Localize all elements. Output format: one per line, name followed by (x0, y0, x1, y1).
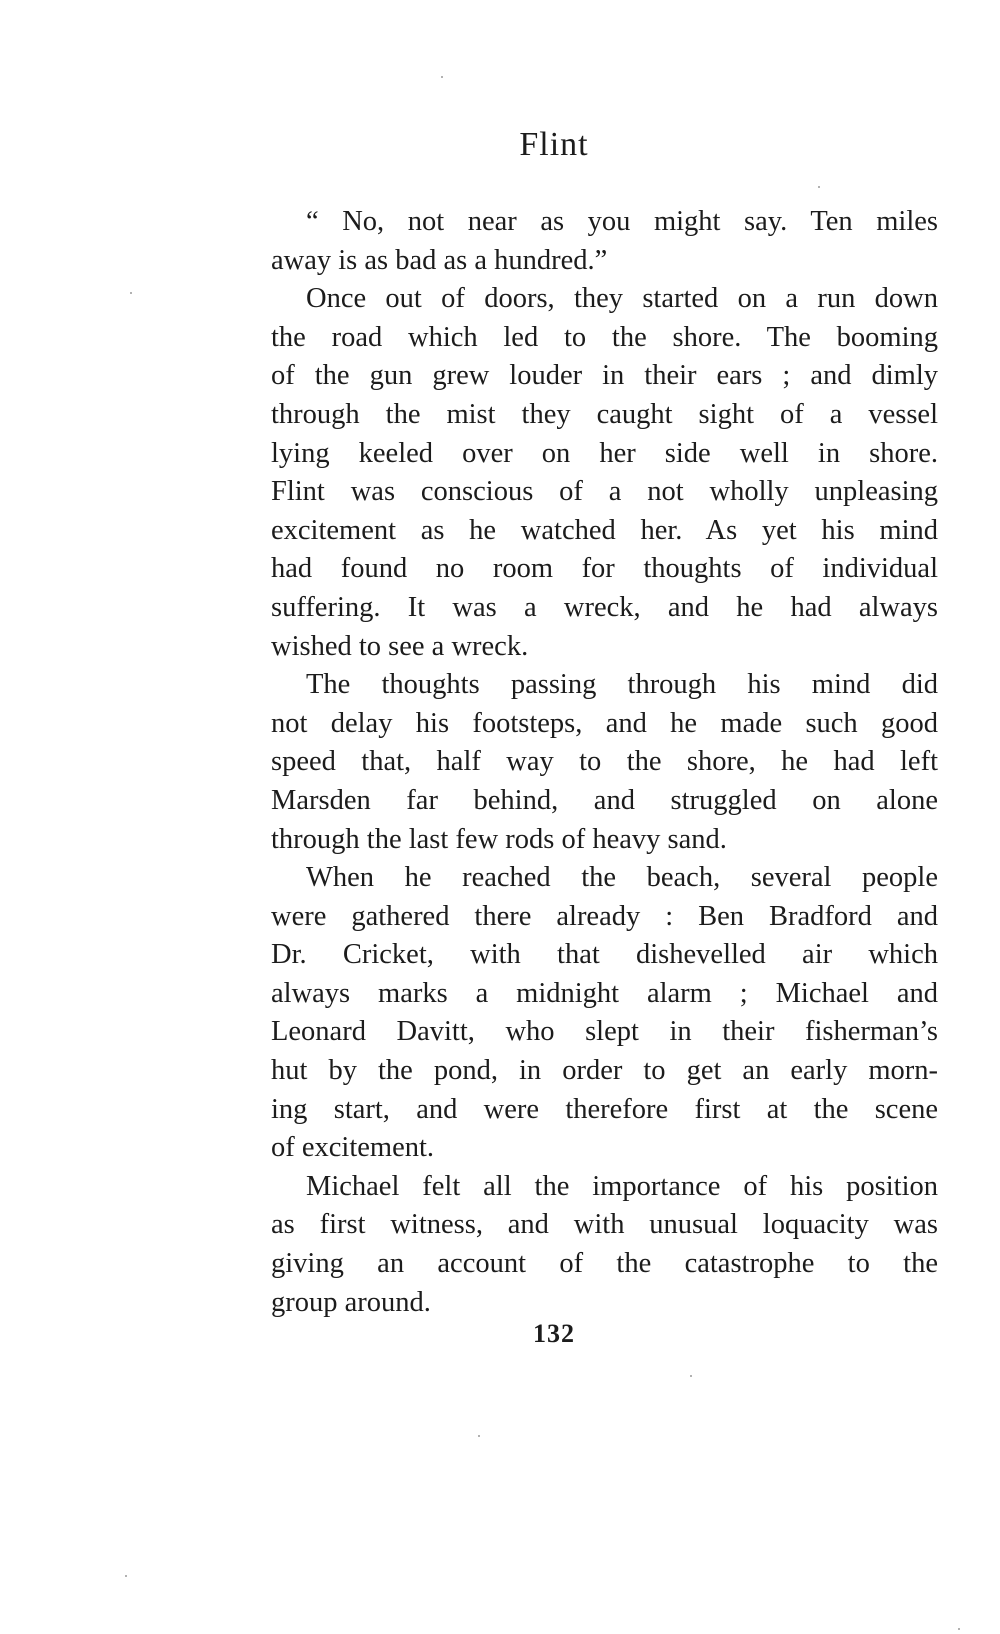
text-line: “ No, not near as you might say. Ten miles (306, 206, 938, 237)
text-line: as first witness, and with unusual loquacity was (271, 1209, 938, 1241)
text-line: Flint was conscious of a not wholly unpleasing (271, 476, 938, 508)
paragraph-2 (271, 280, 938, 666)
text-line: were gathered there already : Ben Bradford and (271, 900, 938, 932)
paragraph-3 (271, 666, 938, 859)
text-line: hut by the pond, in order to get an early morn- (271, 1055, 938, 1087)
text-line: speed that, half way to the shore, he had left (271, 746, 938, 778)
paper-speck (690, 1375, 692, 1377)
paragraph-4 (271, 859, 938, 1168)
text-line: not delay his footsteps, and he made such good (271, 707, 938, 739)
text-line: away is as bad as a hundred.” (271, 244, 608, 276)
text-line: Marsden far behind, and struggled on alone (271, 784, 938, 816)
running-title: Flint (519, 126, 589, 163)
paper-speck (478, 1435, 480, 1437)
body-text (271, 203, 938, 1322)
text-line: When he reached the beach, several people (306, 862, 938, 894)
text-line: lying keeled over on her side well in shore. (271, 437, 938, 469)
text-line: wished to see a wreck. (271, 630, 529, 662)
text-line: suffering. It was a wreck, and he had always (271, 591, 938, 623)
text-line: excitement as he watched her. As yet his mind (271, 514, 938, 546)
paper-speck (958, 1628, 960, 1630)
text-line: group around. (271, 1286, 431, 1318)
text-line: The thoughts passing through his mind did (306, 669, 938, 701)
page-number: 132 (533, 1319, 575, 1348)
text-line: had found no room for thoughts of individual (271, 553, 938, 585)
text-line: through the last few rods of heavy sand. (271, 823, 727, 855)
text-line: Once out of doors, they started on a run down (306, 283, 938, 315)
paper-speck (125, 1575, 127, 1577)
paragraph-5 (271, 1168, 938, 1322)
paper-speck (130, 292, 132, 294)
paper-speck (818, 186, 820, 188)
text-line: through the mist they caught sight of a vessel (271, 398, 938, 430)
paragraph-1 (271, 203, 938, 280)
text-line: giving an account of the catastrophe to the (271, 1248, 938, 1280)
text-line: always marks a midnight alarm ; Michael and (271, 977, 938, 1009)
text-line: Dr. Cricket, with that dishevelled air which (271, 939, 938, 971)
text-line: Leonard Davitt, who slept in their fisherman’s (271, 1016, 938, 1048)
paper-speck (441, 76, 443, 78)
text-line: of excitement. (271, 1132, 435, 1164)
text-line: the road which led to the shore. The booming (271, 321, 938, 353)
text-line: Michael felt all the importance of his position (306, 1170, 938, 1202)
text-line: of the gun grew louder in their ears ; and dimly (271, 360, 938, 392)
text-line: ing start, and were therefore first at the scene (271, 1093, 938, 1125)
